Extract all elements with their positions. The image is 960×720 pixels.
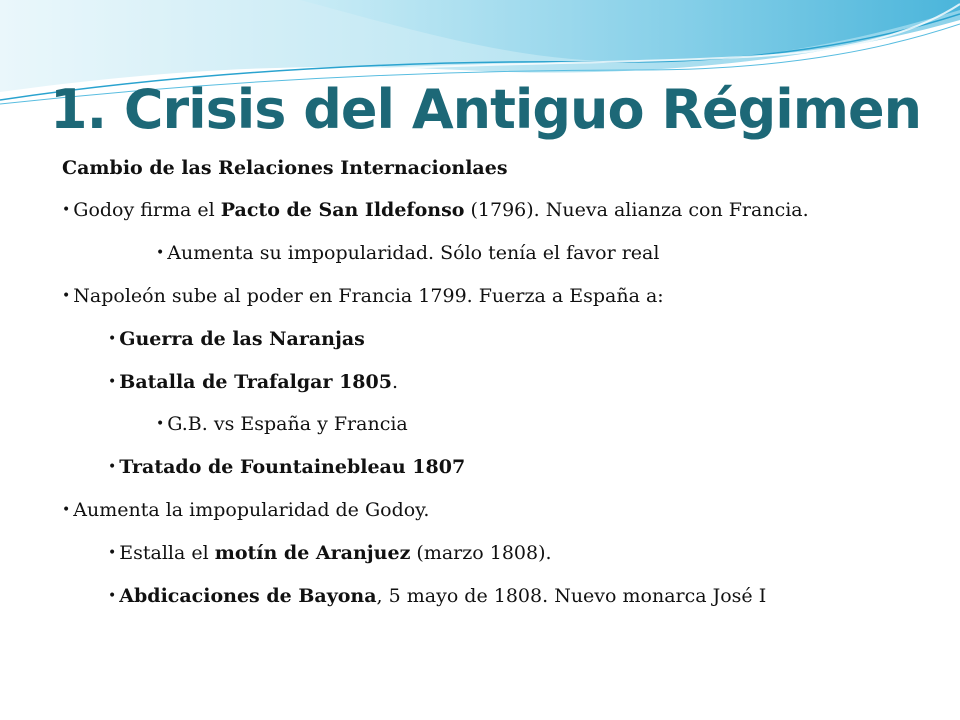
bullet-icon: • bbox=[156, 416, 165, 432]
bullet-item bbox=[62, 284, 664, 308]
bullet-item bbox=[62, 198, 809, 222]
bullet-icon: • bbox=[156, 245, 165, 261]
bullet-icon: • bbox=[108, 545, 117, 561]
bullet-item bbox=[108, 370, 398, 394]
bullet-icon: • bbox=[108, 459, 117, 475]
item-bold-text: Tratado de Fountainebleau 1807 bbox=[119, 456, 466, 478]
bullet-item bbox=[108, 327, 365, 351]
item-text: . bbox=[391, 371, 399, 393]
bullet-icon: • bbox=[62, 202, 71, 218]
item-text: (marzo 1808). bbox=[410, 542, 552, 564]
item-text: (1796). Nueva alianza con Francia. bbox=[464, 199, 809, 221]
item-text: Aumenta su impopularidad. Sólo tenía el favor real bbox=[167, 242, 660, 264]
item-text: Estalla el bbox=[119, 542, 215, 564]
bullet-item bbox=[156, 241, 659, 265]
bullet-icon: • bbox=[62, 288, 71, 304]
section-subtitle: Cambio de las Relaciones Internacionlaes bbox=[62, 157, 508, 179]
bullet-icon: • bbox=[108, 331, 117, 347]
slide-title: 1. Crisis del Antiguo Régimen bbox=[50, 78, 922, 141]
item-bold-text: motín de Aranjuez bbox=[214, 542, 411, 564]
item-text: Napoleón sube al poder en Francia 1799. Fuerza a España a: bbox=[73, 285, 664, 307]
bullet-item bbox=[108, 541, 552, 565]
bullet-item bbox=[156, 412, 408, 436]
bullet-icon: • bbox=[108, 588, 117, 604]
item-bold-text: Abdicaciones de Bayona bbox=[119, 585, 377, 607]
bullet-item bbox=[62, 498, 429, 522]
item-text: Godoy firma el bbox=[73, 199, 221, 221]
item-text: Aumenta la impopularidad de Godoy. bbox=[73, 499, 430, 521]
bullet-item bbox=[108, 584, 766, 608]
item-text: , 5 mayo de 1808. Nuevo monarca José I bbox=[376, 585, 767, 607]
item-bold-text: Guerra de las Naranjas bbox=[119, 328, 365, 350]
item-text: G.B. vs España y Francia bbox=[167, 413, 408, 435]
bullet-icon: • bbox=[108, 374, 117, 390]
item-bold-text: Pacto de San Ildefonso bbox=[220, 199, 465, 221]
bullet-item bbox=[108, 455, 465, 479]
bullet-icon: • bbox=[62, 502, 71, 518]
item-bold-text: Batalla de Trafalgar 1805 bbox=[119, 371, 392, 393]
